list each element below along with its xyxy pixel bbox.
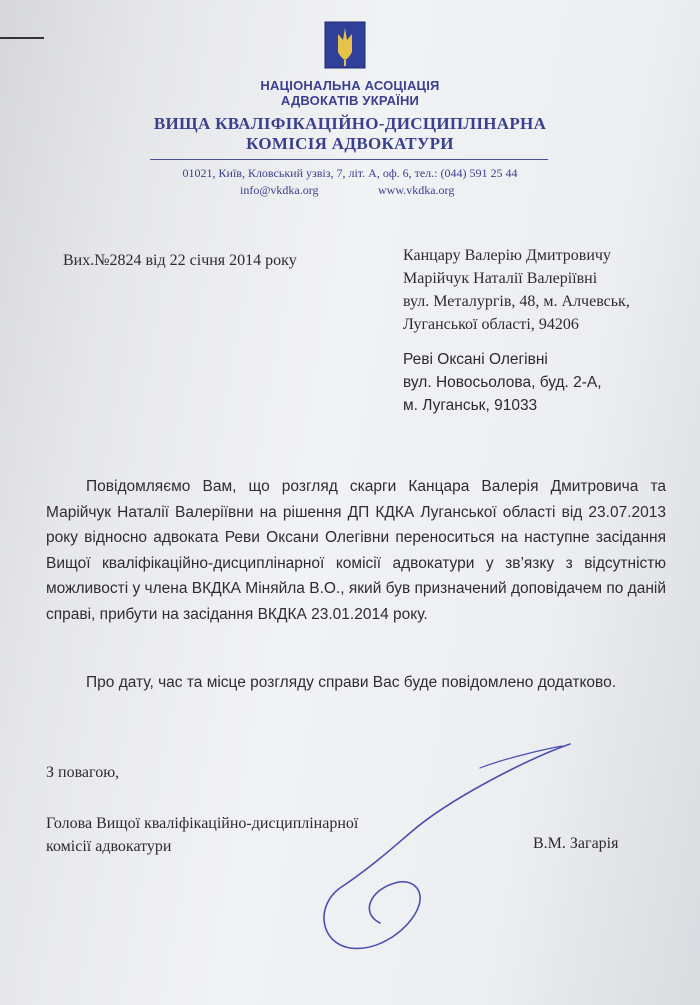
recipient-block-2	[403, 348, 602, 417]
commission-name-line1: ВИЩА КВАЛІФІКАЦІЙНО-ДИСЦИПЛІНАРНА	[153, 114, 547, 133]
signer-role-line1: Голова Вищої кваліфікаційно-дисциплінарної	[46, 815, 359, 832]
signer-name: В.М. Загарія	[533, 835, 619, 852]
letterhead-website: www.vkdka.org	[378, 183, 455, 197]
association-name-line1: НАЦІОНАЛЬНА АСОЦІАЦІЯ	[260, 78, 440, 93]
body-paragraph-1: Повідомляємо Вам, що розгляд скарги Канцара Валерія Дмитровича та Марійчук Наталії Валеріївни на рішення ДП КДКА Луганської області від 23.07.2013 року відносно адвоката Реви Оксани Олегівни переноситься на наступне засідання Вищої кваліфікаційно-дисциплінарної комісії адвокатури у зв’язку з відсутністю можливості у члена ВКДКА Міняйла В.О., який був призначений доповідачем по даній справі, прибути на засідання ВКДКА 23.01.2014 року.	[46, 478, 666, 623]
trident-emblem-icon	[323, 20, 367, 72]
recipient-line: вул. Металургів, 48, м. Алчевськ,	[403, 293, 630, 310]
outgoing-number: Вих.№2824 від 22 січня 2014 року	[63, 252, 297, 269]
recipient-line: Луганської області, 94206	[403, 316, 579, 333]
signer-role-line2: комісії адвокатури	[46, 838, 172, 855]
recipient-line: Марійчук Наталії Валеріївні	[403, 270, 598, 287]
recipient-block-1	[403, 244, 630, 336]
margin-dash	[0, 37, 44, 39]
handwritten-signature	[300, 738, 610, 953]
association-name-line2: АДВОКАТІВ УКРАЇНИ	[280, 93, 420, 108]
recipient-line: Реві Оксані Олегівні	[403, 351, 548, 368]
recipient-line: Канцару Валерію Дмитровичу	[403, 247, 611, 264]
closing-regards: З повагою,	[46, 764, 120, 781]
body-paragraph-2: Про дату, час та місце розгляду справи Вас буде повідомлено додатково.	[86, 674, 617, 691]
letterhead-email: info@vkdka.org	[240, 183, 319, 197]
recipient-line: м. Луганськ, 91033	[403, 397, 538, 414]
commission-name-line2: КОМІСІЯ АДВОКАТУРИ	[246, 134, 454, 153]
recipient-line: вул. Новосьолова, буд. 2-А,	[403, 374, 602, 391]
letterhead-address: 01021, Київ, Кловський узвіз, 7, літ. А, оф. 6, тел.: (044) 591 25 44	[182, 166, 518, 180]
letterhead-divider	[150, 159, 548, 160]
